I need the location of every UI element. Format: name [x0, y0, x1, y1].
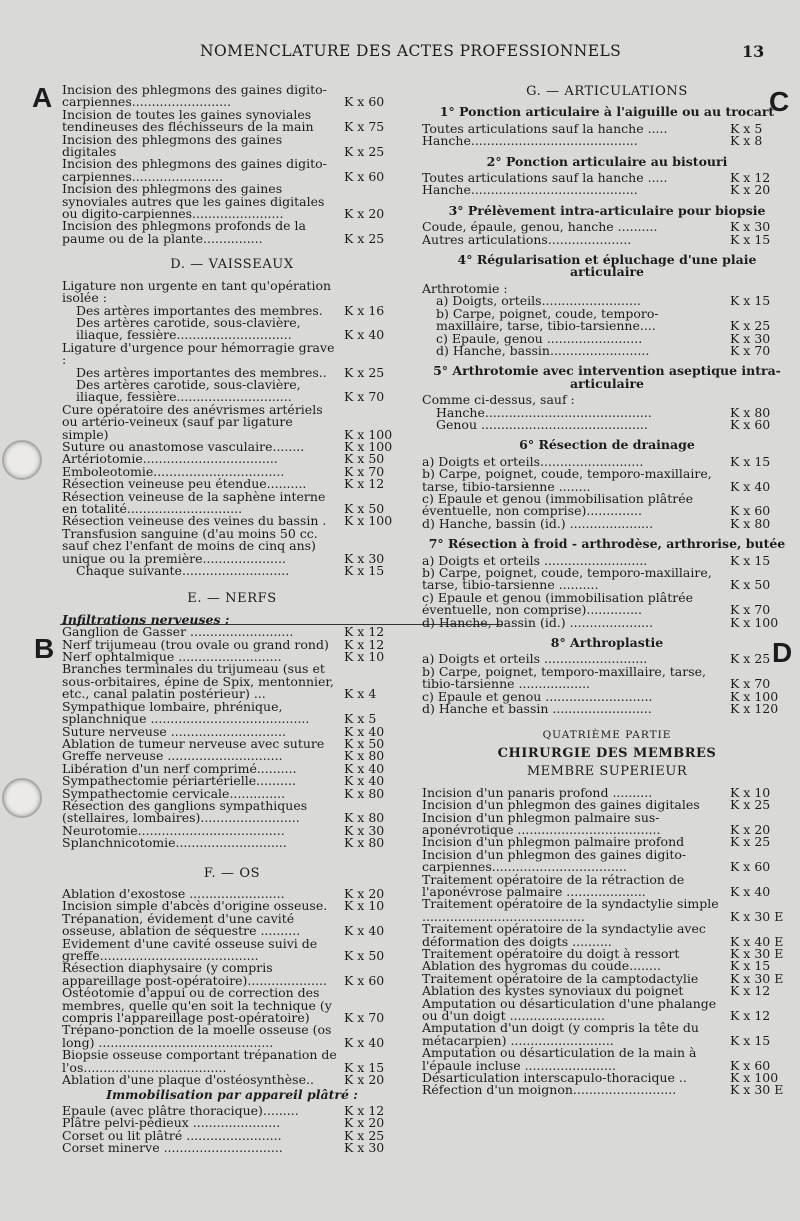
- entry-value: K x 50: [730, 577, 771, 593]
- entry-value: K x 16: [344, 302, 385, 318]
- phlegmon-list: [62, 84, 402, 245]
- subhead-regularisation: 4° Régularisation et épluchage d'une plaie articulaire: [457, 252, 757, 280]
- subhead-prelevement: 3° Prélèvement intra-articulaire pour biopsie: [448, 202, 766, 218]
- entry-value: K x 25: [344, 230, 385, 246]
- entry-row: [422, 1022, 792, 1047]
- entry-value: K x 70: [344, 389, 385, 405]
- margin-letter-d: D: [772, 637, 793, 668]
- entry-row: [62, 910, 402, 939]
- entry-value: K x 30 E: [730, 908, 784, 924]
- entry-row: [62, 987, 402, 1024]
- entry-row: [422, 809, 792, 837]
- entry-value: K x 12: [730, 1008, 771, 1023]
- entry-text: Des artères importantes des membres..: [76, 364, 327, 380]
- entry-value: K x 20: [344, 1115, 385, 1131]
- entry-text: Suture nerveuse .............................: [62, 723, 286, 739]
- entry-row: [422, 490, 792, 519]
- entry-row: [62, 277, 402, 306]
- entry-row: [422, 135, 792, 147]
- entry-row: [62, 314, 402, 343]
- entry-value: K x 70: [730, 342, 771, 358]
- entry-value: K x 5: [730, 120, 763, 136]
- entry-value: K x 40: [344, 327, 385, 343]
- regularisation-list: [422, 295, 792, 357]
- entry-value: K x 60: [344, 94, 385, 110]
- entry-value: K x 25: [730, 318, 771, 334]
- entry-row: [436, 305, 792, 334]
- entry-row: [436, 416, 792, 432]
- entry-value: K x 10: [344, 898, 385, 914]
- entry-value: K x 20: [730, 182, 771, 198]
- entry-value: K x 80: [730, 404, 771, 420]
- entry-row: [422, 468, 792, 493]
- entry-text: Réfection d'un moignon..........................: [422, 1082, 677, 1098]
- entry-row: [62, 339, 402, 368]
- entry-value: K x 30 E: [730, 1082, 784, 1098]
- entry-row: [422, 515, 792, 531]
- entry-value: K x 60: [344, 168, 385, 184]
- section-title-articulations: G. — ARTICULATIONS: [526, 84, 688, 99]
- entry-row: [62, 1024, 402, 1049]
- entry-value: K x 40: [344, 923, 385, 939]
- entry-text: Des artères carotide, sous-clavière, iliaque, fessière.............................: [76, 314, 301, 343]
- prelevement-list: [422, 221, 792, 246]
- entry-row: [422, 703, 792, 715]
- entry-text: Ablation des hygromas du coude........: [422, 958, 661, 974]
- entry-text: Chaque suivante...........................: [76, 563, 290, 579]
- entry-text: Ablation des kystes synoviaux du poignet: [422, 983, 684, 999]
- entry-text: Libération d'un nerf comprimé..........: [62, 760, 297, 776]
- entry-value: K x 10: [730, 784, 771, 800]
- entry-value: K x 60: [730, 859, 771, 875]
- entry-text: Traitement opératoire de la syndactylie avec déformation des doigts ..........: [422, 921, 706, 949]
- entry-text: Nerf ophtalmique ..........................: [62, 649, 282, 665]
- subhead-drainage: 6° Résection de drainage: [519, 437, 695, 453]
- entry-value: K x 70: [344, 1010, 385, 1026]
- entry-text: Ligature d'urgence pour hémorragie grave :: [62, 339, 335, 368]
- entry-row: [62, 663, 402, 700]
- entry-value: K x 12: [730, 983, 771, 999]
- entry-value: K x 40: [344, 760, 385, 776]
- entry-text: Ablation d'une plaque d'ostéosynthèse..: [62, 1072, 314, 1088]
- immobilisation-subhead: Immobilisation par appareil plâtré :: [106, 1087, 358, 1103]
- entry-row: [62, 488, 402, 516]
- entry-text: a) Doigts et orteils ..........................: [422, 552, 648, 568]
- entry-value: K x 20: [344, 206, 385, 222]
- entry-row: [62, 106, 402, 135]
- entry-value: K x 15: [730, 231, 771, 247]
- entry-text: Amputation ou désarticulation de la main à l'épaule incluse .......................: [422, 1045, 697, 1073]
- entry-value: K x 100: [730, 688, 779, 704]
- entry-text: Biopsie osseuse comportant trépanation de l'os....................................: [62, 1047, 337, 1075]
- entry-value: K x 10: [344, 649, 385, 665]
- entry-value: K x 30 E: [730, 970, 784, 986]
- entry-value: K x 100: [344, 513, 393, 529]
- entry-text: Traitement opératoire de la camptodactylie: [422, 970, 699, 986]
- entry-value: K x 80: [344, 835, 385, 851]
- entry-text: Splanchnicotomie............................: [62, 835, 287, 851]
- entry-text: d) Hanche, bassin.........................: [436, 342, 650, 358]
- entry-text: Traitement opératoire de la syndactylie simple .........................................: [422, 896, 719, 924]
- entry-value: K x 15: [730, 453, 771, 469]
- entry-value: K x 25: [344, 1127, 385, 1143]
- entry-row: [422, 995, 792, 1023]
- entry-value: K x 60: [730, 416, 771, 432]
- subhead-ponction-aiguille: 1° Ponction articulaire à l'aiguille ou au trocart: [439, 104, 775, 120]
- entry-value: K x 30: [344, 1140, 385, 1156]
- entry-row: [422, 184, 792, 196]
- entry-text: Ostéotomie d'appui ou de correction des membres, quelle qu'en soit la technique (y compris l'appareillage post-opératoire): [62, 985, 332, 1026]
- entry-value: K x 30: [344, 550, 385, 566]
- entry-value: K x 5: [344, 711, 377, 727]
- entry-text: Résection diaphysaire (y compris appareillage post-opératoire)....................: [62, 960, 327, 988]
- section-title-os: F. — OS: [203, 865, 261, 881]
- entry-value: K x 20: [344, 885, 385, 901]
- arthrotomie-intro: Arthrotomie :: [422, 280, 508, 296]
- subhead-resection-froid: 7° Résection à froid - arthrodèse, arthrorise, butée: [428, 536, 786, 552]
- entry-row: [422, 898, 792, 923]
- entry-value: K x 40: [730, 883, 771, 899]
- entry-text: c) Epaule et genou (immobilisation plâtrée éventuelle, non comprise)..............: [422, 490, 694, 519]
- entry-text: c) Epaule et genou ...........................: [422, 688, 653, 704]
- entry-text: b) Carpe, poignet, coude, temporo-maxillaire, tarse, tibio-tarsienne ..........: [422, 565, 712, 593]
- entry-row: [422, 846, 792, 875]
- entry-text: Résection veineuse des veines du bassin .: [62, 513, 327, 529]
- membre-title: MEMBRE SUPERIEUR: [526, 764, 688, 780]
- entry-value: K x 15: [730, 958, 771, 974]
- entry-text: Greffe nerveuse .............................: [62, 748, 283, 764]
- entry-row: [62, 131, 402, 160]
- entry-value: K x 40 E: [730, 933, 784, 949]
- entry-row: [62, 84, 402, 109]
- entry-value: K x 50: [344, 735, 385, 751]
- chirurgie-title: CHIRURGIE DES MEMBRES: [497, 745, 717, 761]
- entry-text: Hanche..........................................: [422, 133, 638, 149]
- entry-row: [62, 1074, 402, 1086]
- vaisseaux-list: [62, 277, 402, 579]
- entry-row: [422, 1047, 792, 1072]
- entry-value: K x 75: [344, 119, 385, 135]
- entry-text: Résection veineuse peu étendue..........: [62, 476, 307, 492]
- entry-value: K x 60: [730, 503, 771, 519]
- entry-row: [422, 231, 792, 247]
- entry-text: Corset ou lit plâtré ........................: [62, 1127, 282, 1143]
- entry-text: Cure opératoire des anévrismes artériels ou artério-veineux (sauf par ligature simple): [62, 401, 323, 442]
- margin-letter-c: C: [769, 86, 790, 117]
- entry-value: K x 12: [344, 1102, 385, 1118]
- entry-value: K x 80: [344, 748, 385, 764]
- margin-letter-b: B: [34, 633, 55, 664]
- entry-value: K x 12: [344, 624, 385, 640]
- entry-value: K x 70: [344, 463, 385, 479]
- entry-text: Amputation ou désarticulation d'une phalange ou d'un doigt ........................: [422, 995, 717, 1023]
- entry-value: K x 80: [344, 810, 385, 826]
- entry-row: [62, 183, 402, 220]
- entry-text: Branches terminales du trijumeau (sus et sous-orbitaires, épine de Spix, mentonnier, etc., canal palatin postérieur) ...: [62, 661, 335, 702]
- entry-text: Incision d'un phlegmon palmaire profond: [422, 834, 685, 850]
- entry-value: K x 50: [344, 501, 385, 516]
- membre-superieur-list: [422, 784, 792, 1098]
- entry-value: K x 15: [730, 552, 771, 568]
- entry-value: K x 20: [344, 1072, 385, 1088]
- entry-text: Toutes articulations sauf la hanche .....: [422, 170, 668, 186]
- entry-row: [62, 935, 402, 963]
- entry-value: K x 25: [730, 797, 771, 813]
- entry-row: [422, 663, 792, 692]
- entry-text: Ablation de tumeur nerveuse avec suture: [62, 735, 325, 751]
- entry-text: Toutes articulations sauf la hanche .....: [422, 120, 668, 136]
- entry-text: Genou ..........................................: [436, 416, 648, 432]
- entry-text: Epaule (avec plâtre thoracique).........: [62, 1102, 299, 1118]
- entry-text: Suture ou anastomose vasculaire........: [62, 438, 305, 454]
- entry-value: K x 8: [730, 133, 763, 149]
- arthrotomie-list: [422, 404, 792, 432]
- entry-row: [422, 567, 792, 592]
- entry-text: Evidement d'une cavité osseuse suivi de greffe........................................: [62, 935, 318, 963]
- entry-text: Désarticulation interscapulo-thoracique ..: [422, 1070, 687, 1086]
- entry-value: K x 15: [730, 1032, 771, 1048]
- subhead-arthroplastie: 8° Arthroplastie: [550, 635, 664, 651]
- section-title-vaisseaux: D. — VAISSEAUX: [170, 257, 294, 273]
- ponction-aiguille-list: [422, 120, 792, 149]
- entry-value: K x 25: [730, 834, 771, 850]
- entry-row: [62, 565, 402, 577]
- entry-text: Incision des phlegmons profonds de la paume ou de la plante...............: [62, 218, 306, 246]
- entry-value: K x 60: [730, 1057, 771, 1073]
- entry-text: Transfusion sanguine (d'au moins 50 cc. sauf chez l'enfant de moins de cinq ans) unique ou la première.....................: [62, 525, 318, 566]
- platre-list: [62, 1102, 402, 1156]
- entry-value: K x 30: [730, 219, 771, 235]
- entry-row: [62, 837, 402, 849]
- entry-value: K x 25: [344, 364, 385, 380]
- entry-value: K x 40: [344, 1034, 385, 1050]
- entry-text: c) Epaule et genou (immobilisation plâtrée éventuelle, non comprise)..............: [422, 589, 694, 618]
- entry-row: [62, 220, 402, 245]
- entry-text: Incision des phlegmons des gaines synoviales autres que les gaines digitales ou digito-carpiennes.......................: [62, 181, 325, 222]
- entry-row: [62, 158, 402, 183]
- entry-text: Hanche..........................................: [436, 404, 652, 420]
- entry-text: a) Doigts, orteils.........................: [436, 293, 641, 309]
- entry-row: [422, 589, 792, 618]
- entry-row: [62, 401, 402, 442]
- entry-value: K x 12: [344, 476, 385, 492]
- entry-text: Coude, épaule, genou, hanche ..........: [422, 219, 658, 235]
- entry-row: [422, 923, 792, 948]
- entry-text: b) Carpe, poignet, coude, temporo-maxillaire, tarse, tibio-tarsienne....: [436, 305, 659, 334]
- infiltrations-subhead: Infiltrations nerveuses :: [62, 611, 230, 627]
- entry-text: Amputation d'un doigt (y compris la tête du métacarpien) ..........................: [422, 1020, 699, 1048]
- subhead-ponction-bistouri: 2° Ponction articulaire au bistouri: [486, 153, 728, 169]
- entry-text: Plâtre pelvi-pédieux ......................: [62, 1115, 281, 1131]
- entry-text: Ganglion de Gasser ..........................: [62, 624, 294, 640]
- entry-value: K x 50: [344, 948, 385, 963]
- entry-text: Des artères importantes des membres.: [76, 302, 323, 318]
- entry-text: Traitement opératoire du doigt à ressort: [422, 945, 680, 961]
- right-column: [422, 86, 792, 1097]
- entry-value: K x 20: [730, 821, 771, 837]
- entry-text: Autres articulations.....................: [422, 231, 632, 247]
- entry-row: [422, 1084, 792, 1096]
- entry-value: K x 15: [344, 563, 385, 579]
- entry-text: Sympathectomie périartérielle..........: [62, 773, 296, 789]
- entry-text: Incision d'un panaris profond ..........: [422, 784, 653, 800]
- drainage-list: [422, 453, 792, 531]
- entry-text: Des artères carotide, sous-clavière, iliaque, fessière.............................: [76, 376, 301, 405]
- entry-text: d) Hanche et bassin .........................: [422, 701, 652, 717]
- entry-value: K x 100: [344, 438, 393, 454]
- entry-text: Incision d'un phlegmon des gaines digitales: [422, 797, 700, 813]
- entry-row: [62, 525, 402, 566]
- entry-value: K x 25: [730, 651, 771, 667]
- entry-value: K x 60: [344, 972, 385, 988]
- page-header: NOMENCLATURE DES ACTES PROFESSIONNELS: [200, 42, 622, 60]
- entry-text: a) Doigts et orteils ..........................: [422, 651, 648, 667]
- partie-label: QUATRIÈME PARTIE: [542, 729, 672, 742]
- entry-value: K x 100: [344, 426, 393, 442]
- entry-value: K x 12: [344, 636, 385, 652]
- entry-value: K x 70: [730, 676, 771, 692]
- entry-text: Nerf trijumeau (trou ovale ou grand rond): [62, 636, 329, 652]
- entry-value: K x 30: [344, 822, 385, 838]
- entry-text: c) Epaule, genou ........................: [436, 330, 643, 346]
- entry-text: Incision d'un phlegmon des gaines digito-carpiennes..................................: [422, 846, 687, 875]
- entry-row: [62, 962, 402, 987]
- entry-row: [62, 376, 402, 405]
- entry-text: Sympathique lombaire, phrénique, splanchnique ........................................: [62, 698, 310, 727]
- entry-text: Ablation d'exostose ........................: [62, 885, 285, 901]
- entry-value: K x 4: [344, 686, 377, 702]
- entry-text: Incision des phlegmons des gaines digito-carpiennes.........................: [62, 82, 327, 110]
- entry-text: Ligature non urgente en tant qu'opération isolée :: [62, 277, 332, 306]
- entry-text: b) Carpe, poignet, temporo-maxillaire, tarse, tibio-tarsienne ..................: [422, 663, 707, 692]
- entry-value: K x 30 E: [730, 945, 784, 961]
- entry-text: Hanche..........................................: [422, 182, 638, 198]
- entry-text: Artériotomie..................................: [62, 451, 278, 467]
- entry-value: K x 70: [730, 602, 771, 618]
- entry-value: K x 120: [730, 701, 779, 717]
- entry-value: K x 25: [344, 144, 385, 160]
- subhead-arthrotomie: 5° Arthrotomie avec intervention aseptique intra-articulaire: [433, 363, 781, 391]
- entry-text: Incision de toutes les gaines synoviales tendineuses des fléchisseurs de la main: [62, 106, 314, 135]
- entry-row: [422, 614, 792, 630]
- ponction-bistouri-list: [422, 172, 792, 197]
- entry-value: K x 15: [730, 293, 771, 309]
- entry-text: Résection des ganglions sympathiques (stellaires, lombaires).........................: [62, 797, 308, 826]
- entry-text: a) Doigts et orteils..........................: [422, 453, 644, 469]
- entry-text: Incision d'un phlegmon palmaire sus-aponévrotique ....................................: [422, 809, 661, 837]
- entry-text: Emboleotomie.................................: [62, 463, 285, 479]
- entry-text: Corset minerve ..............................: [62, 1140, 283, 1156]
- comme-ci-dessus: Comme ci-dessus, sauf :: [422, 392, 575, 408]
- entry-text: Neurotomie.....................................: [62, 822, 285, 838]
- entry-row: [62, 797, 402, 826]
- entry-value: K x 30: [730, 330, 771, 346]
- section-title-nerfs: E. — NERFS: [187, 591, 277, 607]
- entry-value: K x 40: [344, 723, 385, 739]
- entry-value: K x 50: [344, 451, 385, 467]
- entry-value: K x 100: [730, 614, 779, 630]
- entry-text: Résection veineuse de la saphène interne en totalité.............................: [62, 488, 326, 516]
- entry-text: b) Carpe, poignet, coude, temporo-maxillaire, tarse, tibio-tarsienne ........: [422, 466, 712, 494]
- entry-row: [62, 1049, 402, 1074]
- os-list: [62, 885, 402, 1088]
- entry-text: Trépanation, évidement d'une cavité osseuse, ablation de séquestre ..........: [62, 910, 301, 939]
- entry-value: K x 40: [730, 478, 771, 494]
- entry-text: Trépano-ponction de la moelle osseuse (os long) ............................................: [62, 1022, 332, 1050]
- entry-text: Incision des phlegmons des gaines digito-carpiennes.......................: [62, 156, 327, 184]
- entry-value: K x 100: [730, 1070, 779, 1086]
- entry-value: K x 12: [730, 170, 771, 186]
- entry-value: K x 15: [344, 1059, 385, 1075]
- entry-text: Sympathectomie cervicale..............: [62, 785, 286, 801]
- punch-hole-top: [2, 440, 42, 480]
- margin-letter-a: A: [32, 82, 53, 113]
- entry-text: Incision simple d'abcès d'origine osseuse.: [62, 898, 328, 914]
- entry-text: d) Hanche, bassin (id.) .....................: [422, 515, 654, 531]
- resection-froid-list: [422, 552, 792, 630]
- entry-value: K x 80: [730, 515, 771, 531]
- entry-row: [422, 871, 792, 899]
- page-number: 13: [742, 42, 765, 61]
- arthroplastie-list: [422, 653, 792, 715]
- entry-text: Incision des phlegmons des gaines digitales: [62, 131, 283, 160]
- nerfs-list: [62, 626, 402, 849]
- entry-value: K x 80: [344, 785, 385, 801]
- entry-text: d) Hanche, bassin (id.) .....................: [422, 614, 654, 630]
- entry-text: Traitement opératoire de la rétraction de l'aponévrose palmaire ....................: [422, 871, 685, 899]
- entry-row: [62, 1142, 402, 1154]
- entry-row: [62, 698, 402, 727]
- entry-row: [436, 342, 792, 358]
- punch-hole-bottom: [2, 778, 42, 818]
- entry-value: K x 40: [344, 773, 385, 789]
- left-column: [62, 84, 402, 1155]
